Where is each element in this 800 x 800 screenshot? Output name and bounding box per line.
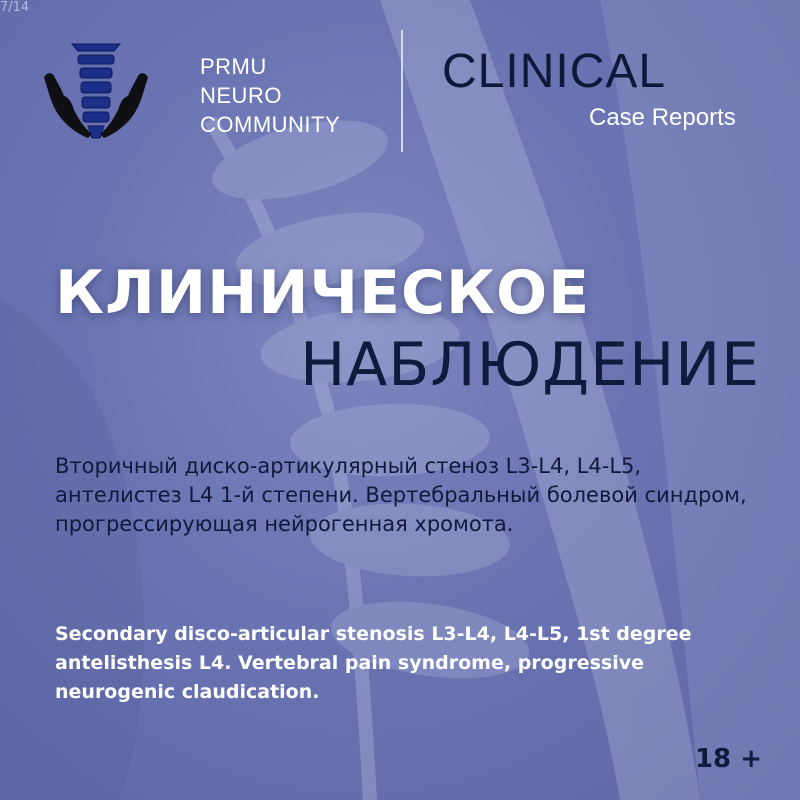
clinical-heading: CLINICAL (442, 45, 667, 98)
brand-line-3: COMMUNITY (200, 112, 341, 137)
title-line-2: НАБЛЮДЕНИЕ (300, 330, 760, 400)
header-divider (401, 30, 403, 152)
description-russian: Вторичный диско-артикулярный стеноз L3-L4, L4-L5, антелистез L4 1-й степени. Вертебральный болевой синдром, прогрессирующая нейрогенная хромота. (55, 454, 747, 536)
age-rating-badge: 18 + (694, 744, 762, 774)
slice-counter: 7/14 (0, 0, 30, 15)
brand-line-1: PRMU (200, 54, 267, 79)
brand-line-2: NEURO (200, 83, 282, 108)
description-english: Secondary disco-articular stenosis L3-L4, L4-L5, 1st degree antelisthesis L4. Vertebral pain syndrome, progressive neurogenic claudication. (55, 623, 692, 703)
spine-in-hands-icon (42, 38, 150, 142)
case-reports-subheading: Case Reports (589, 104, 736, 131)
brand-name (200, 52, 340, 139)
title-line-1: КЛИНИЧЕСКОЕ (55, 258, 591, 328)
